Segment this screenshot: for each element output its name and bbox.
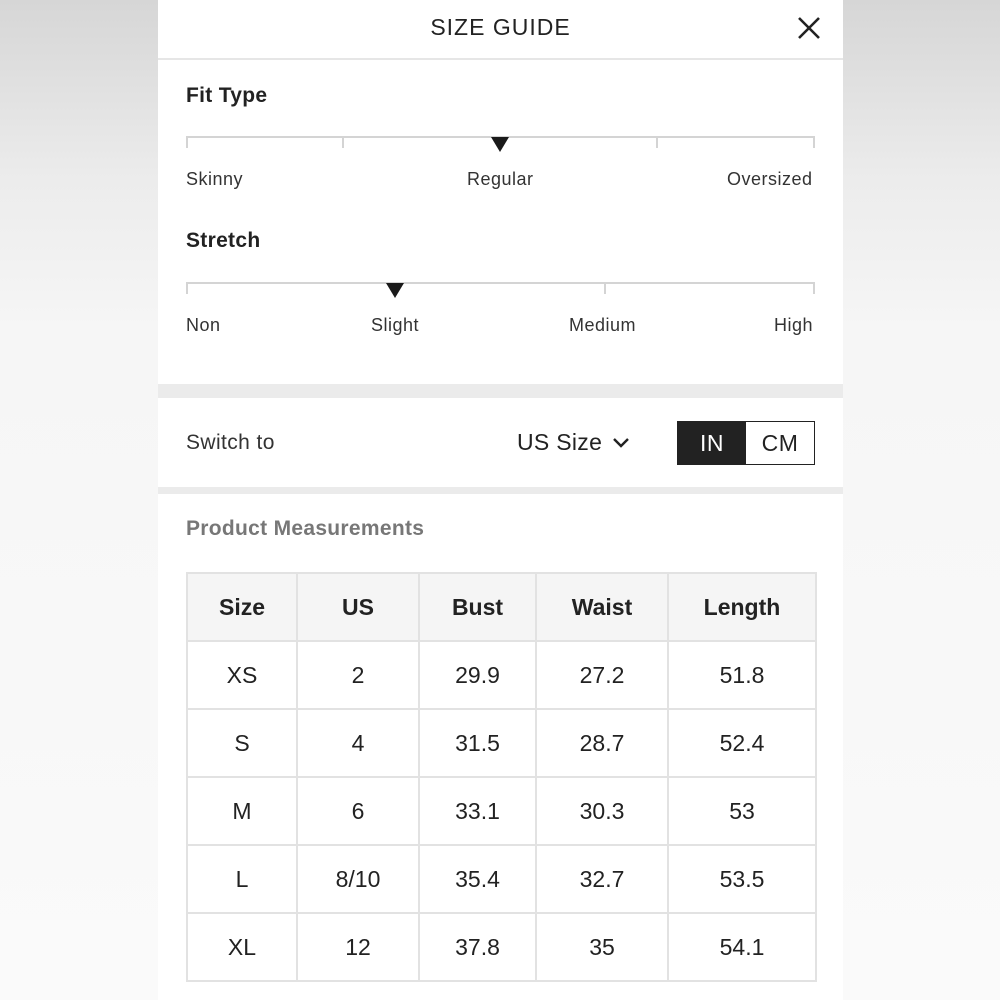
table-cell: 29.9 — [419, 641, 536, 709]
scale-tick — [186, 138, 188, 148]
table-row — [187, 913, 816, 981]
table-cell: 35.4 — [419, 845, 536, 913]
table-cell: 33.1 — [419, 777, 536, 845]
fit-type-scale — [186, 136, 815, 150]
stretch-label-medium: Medium — [569, 315, 637, 335]
page-title: SIZE GUIDE — [430, 14, 571, 40]
table-cell: 12 — [297, 913, 419, 981]
table-cell: 51.8 — [668, 641, 816, 709]
column-header-size: Size — [187, 573, 297, 641]
scale-tick — [342, 138, 344, 148]
unit-cm-button[interactable]: CM — [746, 422, 814, 464]
column-header-us: US — [297, 573, 419, 641]
fit-type-label-regular: Regular — [467, 169, 534, 189]
close-icon — [795, 14, 823, 42]
section-divider — [158, 487, 843, 494]
table-cell: S — [187, 709, 297, 777]
table-cell: 35 — [536, 913, 668, 981]
table-cell: 53 — [668, 777, 816, 845]
column-header-waist: Waist — [536, 573, 668, 641]
fit-type-marker-icon — [491, 137, 509, 152]
table-cell: 6 — [297, 777, 419, 845]
table-cell: L — [187, 845, 297, 913]
table-row — [187, 777, 816, 845]
table-cell: 4 — [297, 709, 419, 777]
stretch-scale — [186, 282, 815, 296]
scale-tick — [656, 138, 658, 148]
scale-tick — [186, 284, 188, 294]
fit-type-label-skinny: Skinny — [186, 169, 244, 189]
table-cell: XS — [187, 641, 297, 709]
size-guide-header — [158, 0, 843, 60]
chevron-down-icon — [612, 437, 630, 449]
unit-in-button[interactable]: IN — [678, 422, 746, 464]
stretch-label-non: Non — [186, 315, 221, 335]
section-divider — [158, 384, 843, 398]
column-header-length: Length — [668, 573, 816, 641]
size-system-value: US Size — [517, 429, 603, 455]
stretch-label-high: High — [774, 315, 814, 335]
column-header-bust: Bust — [419, 573, 536, 641]
table-cell: 52.4 — [668, 709, 816, 777]
table-cell: 27.2 — [536, 641, 668, 709]
unit-toggle — [677, 421, 815, 465]
table-header-row — [187, 573, 816, 641]
switch-to-label: Switch to — [186, 431, 275, 454]
table-row — [187, 845, 816, 913]
table-cell: 28.7 — [536, 709, 668, 777]
table-cell: 31.5 — [419, 709, 536, 777]
table-cell: 54.1 — [668, 913, 816, 981]
table-cell: 37.8 — [419, 913, 536, 981]
table-row — [187, 709, 816, 777]
stretch-marker-icon — [386, 283, 404, 298]
table-cell: M — [187, 777, 297, 845]
table-cell: 32.7 — [536, 845, 668, 913]
size-guide-panel — [158, 0, 843, 1000]
scale-tick — [813, 284, 815, 294]
measurements-table — [186, 572, 817, 982]
product-measurements-title: Product Measurements — [186, 517, 425, 540]
table-cell: 2 — [297, 641, 419, 709]
table-cell: 53.5 — [668, 845, 816, 913]
close-button[interactable] — [795, 14, 823, 42]
size-system-dropdown[interactable] — [517, 429, 630, 456]
table-row — [187, 641, 816, 709]
table-cell: 30.3 — [536, 777, 668, 845]
scale-tick — [813, 138, 815, 148]
table-cell: XL — [187, 913, 297, 981]
fit-type-title: Fit Type — [186, 84, 268, 107]
table-cell: 8/10 — [297, 845, 419, 913]
scale-tick — [604, 284, 606, 294]
fit-type-label-oversized: Oversized — [727, 169, 813, 189]
stretch-label-slight: Slight — [371, 315, 420, 335]
stretch-title: Stretch — [186, 229, 261, 252]
